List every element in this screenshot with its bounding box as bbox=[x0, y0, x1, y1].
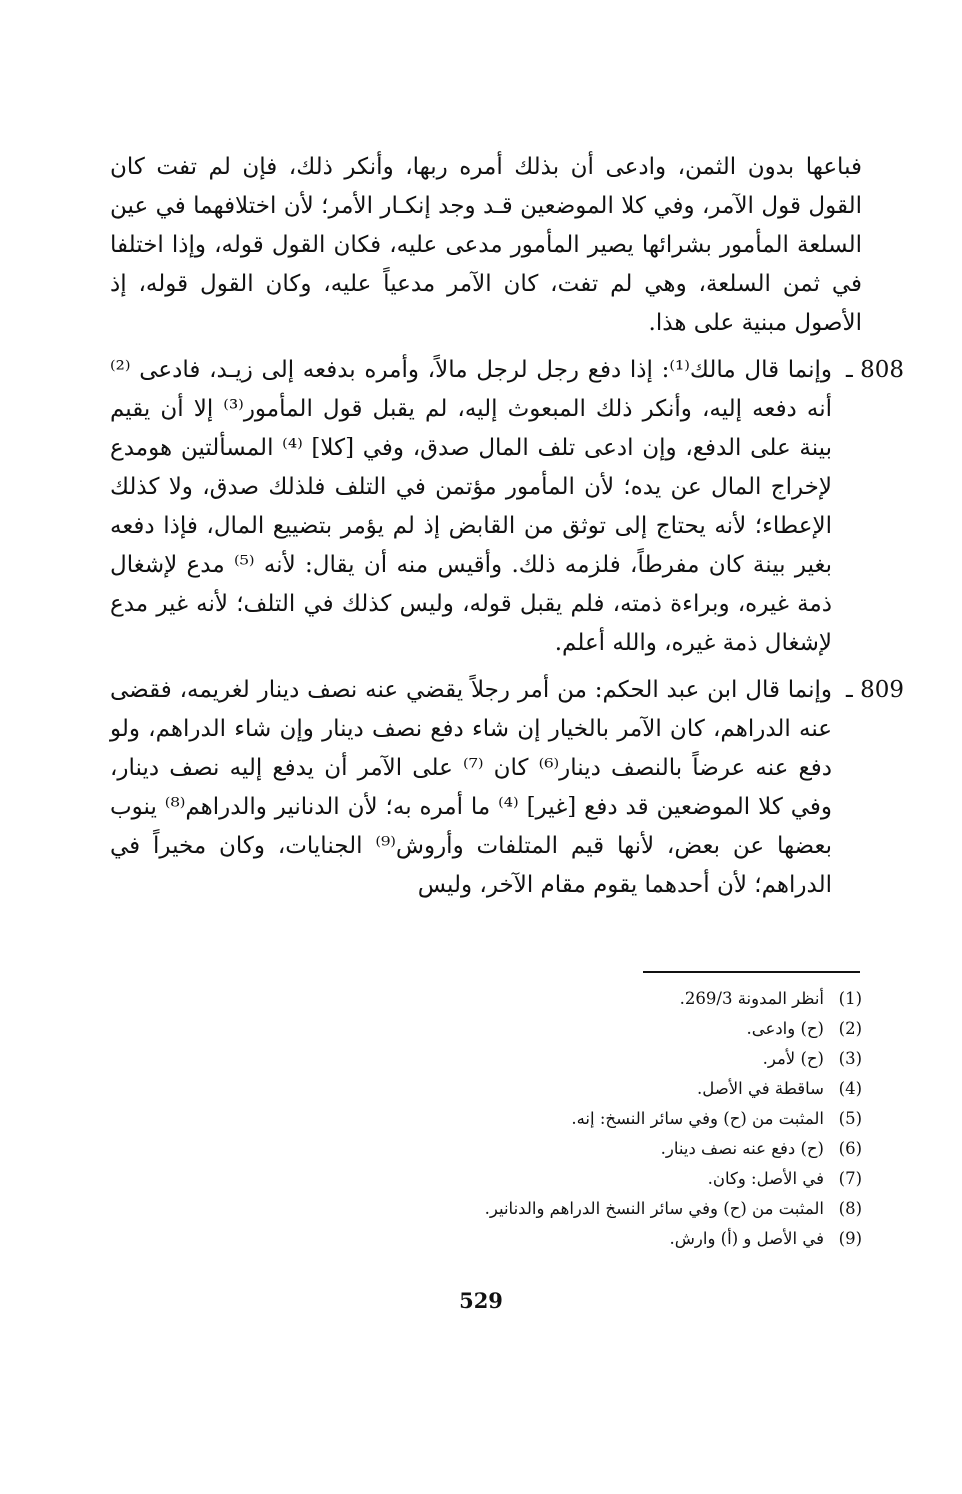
footnote-item bbox=[110, 984, 862, 1014]
footnote-number: (4) bbox=[838, 1079, 862, 1098]
footnote-divider bbox=[643, 971, 860, 973]
footnote-text: (ح) وادعى. bbox=[746, 1019, 824, 1038]
footnote-number: (1) bbox=[838, 989, 862, 1008]
paragraph-809 bbox=[110, 671, 904, 905]
footnote-text: المثبت من (ح) وفي سائر النسخ: إنه. bbox=[571, 1109, 824, 1128]
paragraph-text: وإنما قال ابن عبد الحكم: من أمر رجلاً يقضي عنه نصف دينار لغريمه، فقضى عنه الدراهم، كان الآمر بالخيار إن شاء دفع نصف دينار وإن شاء الدراهم، ولو دفع عنه عرضاً بالنصف دينار⁽⁶⁾ كان ⁽⁷⁾ على الآمر أن يدفع إليه نصف دينار، وفي كلا الموضعين قد دفع [غير] ⁽⁴⁾ ما أمره به؛ لأن الدنانير والدراهم⁽⁸⁾ ينوب بعضها عن بعض، لأنها قيم المتلفات وأروش⁽⁹⁾ الجنايات، وكان مخيراً في الدراهم؛ لأن أحدهما يقوم مقام الآخر، وليس bbox=[110, 677, 832, 898]
footnote-item bbox=[110, 1164, 862, 1194]
footnotes bbox=[110, 984, 862, 1254]
paragraph-808 bbox=[110, 351, 904, 663]
footnote-text: في الأصل و (أ) وارش. bbox=[669, 1229, 824, 1248]
paragraph-number: 809 ـ bbox=[846, 677, 904, 703]
intro-paragraph: فباعها بدون الثمن، وادعى أن بذلك أمره ربها، وأنكر ذلك، فإن لم تفت كان القول قول الآمر، وفي كلا الموضعين قـد وجد إنكـار الأمر؛ لأن اختلافهما في عين السلعة المأمور بشرائها يصير المأمور مدعى عليه، فكان القول قوله، وإذا اختلفا في ثمن السلعة، وهي لم تفت، كان الآمر مدعياً عليه، وكان القول قوله، إذ الأصول مبنية على هذا. bbox=[110, 154, 863, 336]
footnote-item bbox=[110, 1224, 862, 1254]
paragraph-text: وإنما قال مالك⁽¹⁾: إذا دفع رجل لرجل مالاً، وأمره بدفعه إلى زيـد، فادعى ⁽²⁾ أنه دفعه إليه، وأنكر ذلك المبعوث إليه، لم يقبل قول المأمور⁽³⁾ إلا أن يقيم بينة على الدفع، وإن ادعى تلف المال صدق، وفي [كلا] ⁽⁴⁾ المسألتين هومدع لإخراج المال عن يده؛ لأن المأمور مؤتمن في التلف فلذلك صدق، ولا كذلك الإعطاء؛ لأنه يحتاج إلى توثق من القابض إذ لم يؤمر بتضييع المال، فإذا دفعه بغير بينة كان مفرطاً، فلزمه ذلك. وأقيس منه أن يقال: لأنه ⁽⁵⁾ مدع لإشغال ذمة غيره، وبراءة ذمته، فلم يقبل قوله، وليس كذلك في التلف؛ لأنه غير مدع لإشغال ذمة غيره، والله أعلم. bbox=[110, 357, 833, 656]
footnote-number: (7) bbox=[838, 1169, 862, 1188]
footnote-item bbox=[110, 1014, 862, 1044]
footnote-item bbox=[110, 1074, 862, 1104]
footnote-text: أنظر المدونة 269/3. bbox=[679, 989, 824, 1008]
footnote-text: (ح) لأمر. bbox=[762, 1049, 824, 1068]
paragraph-number: 808 ـ bbox=[846, 357, 904, 383]
footnote-item bbox=[110, 1194, 862, 1224]
footnote-text: ساقطة في الأصل. bbox=[697, 1079, 824, 1098]
footnote-item bbox=[110, 1044, 862, 1074]
footnote-item bbox=[110, 1104, 862, 1134]
footnote-item bbox=[110, 1134, 862, 1164]
footnote-number: (9) bbox=[838, 1229, 862, 1248]
footnote-number: (2) bbox=[838, 1019, 862, 1038]
footnote-text: (ح) دفع عنه نصف دينار. bbox=[660, 1139, 824, 1158]
footnote-number: (3) bbox=[838, 1049, 862, 1068]
page-number: 529 bbox=[459, 1288, 503, 1313]
footnote-number: (5) bbox=[838, 1109, 862, 1128]
main-text bbox=[110, 148, 904, 913]
footnote-text: المثبت من (ح) وفي سائر النسخ الدراهم والدنانير. bbox=[484, 1199, 824, 1218]
footnote-number: (8) bbox=[838, 1199, 862, 1218]
footnote-number: (6) bbox=[838, 1139, 862, 1158]
footnote-text: في الأصل: وكان. bbox=[707, 1169, 824, 1188]
